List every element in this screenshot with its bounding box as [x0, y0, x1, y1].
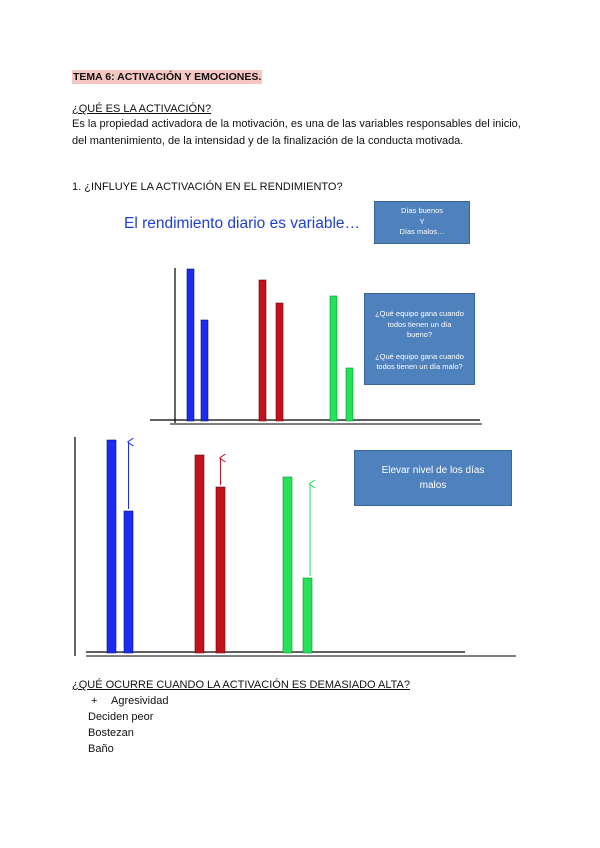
list-item: Baño [88, 743, 114, 755]
section-heading-activation: ¿QUÉ ES LA ACTIVACIÓN? [72, 103, 212, 115]
days-box-line: Y [419, 216, 425, 226]
list-item: + Agresividad [88, 693, 168, 709]
bottom-bar-blue-high [107, 440, 116, 653]
definition-paragraph: Es la propiedad activadora de la motivación, es una de las variables responsables del inicio, del mantenimiento, de la intensidad y de la finalización de la conducta motivada. [72, 118, 521, 147]
top-bar-red-high [259, 280, 266, 421]
question-high-activation: ¿QUÉ OCURRE CUANDO LA ACTIVACIÓN ES DEMASIADO ALTA? [72, 679, 411, 691]
top-bar-red-low [276, 303, 283, 421]
team-question-line: todos tienen un día [387, 319, 452, 329]
top-bar-blue-high [187, 269, 194, 421]
days-box-line: Días malos… [399, 227, 445, 236]
list-item: Bostezan [88, 727, 134, 739]
top-bar-blue-low [201, 320, 208, 421]
bottom-bar-green-low [303, 578, 312, 653]
team-question-line: todos tienen un día malo? [376, 362, 463, 371]
bottom-bar-blue-low [124, 511, 133, 653]
days-box-line: Días buenos [400, 206, 444, 215]
slide-title: El rendimiento diario es variable… [124, 215, 361, 232]
consequence-list [88, 693, 168, 757]
team-question-line: ¿Qué equipo gana cuando [375, 351, 464, 361]
team-question-line: ¿Qué equipo gana cuando [375, 309, 464, 318]
question-performance: 1. ¿INFLUYE LA ACTIVACIÓN EN EL RENDIMIENTO? [72, 181, 343, 193]
plus-bullet: + [91, 695, 98, 707]
list-item: Deciden peor [88, 711, 154, 723]
top-bar-green-high [330, 296, 337, 421]
raise-level-line: Elevar nivel de los días [381, 465, 485, 476]
raise-level-line: malos [419, 480, 447, 491]
bottom-bar-red-low [216, 487, 225, 653]
top-bar-green-low [346, 368, 353, 421]
team-question-line: bueno? [406, 330, 433, 339]
bottom-bar-green-high [283, 477, 292, 653]
page-title: TEMA 6: ACTIVACIÓN Y EMOCIONES. [73, 71, 262, 83]
bottom-bar-red-high [195, 455, 204, 653]
